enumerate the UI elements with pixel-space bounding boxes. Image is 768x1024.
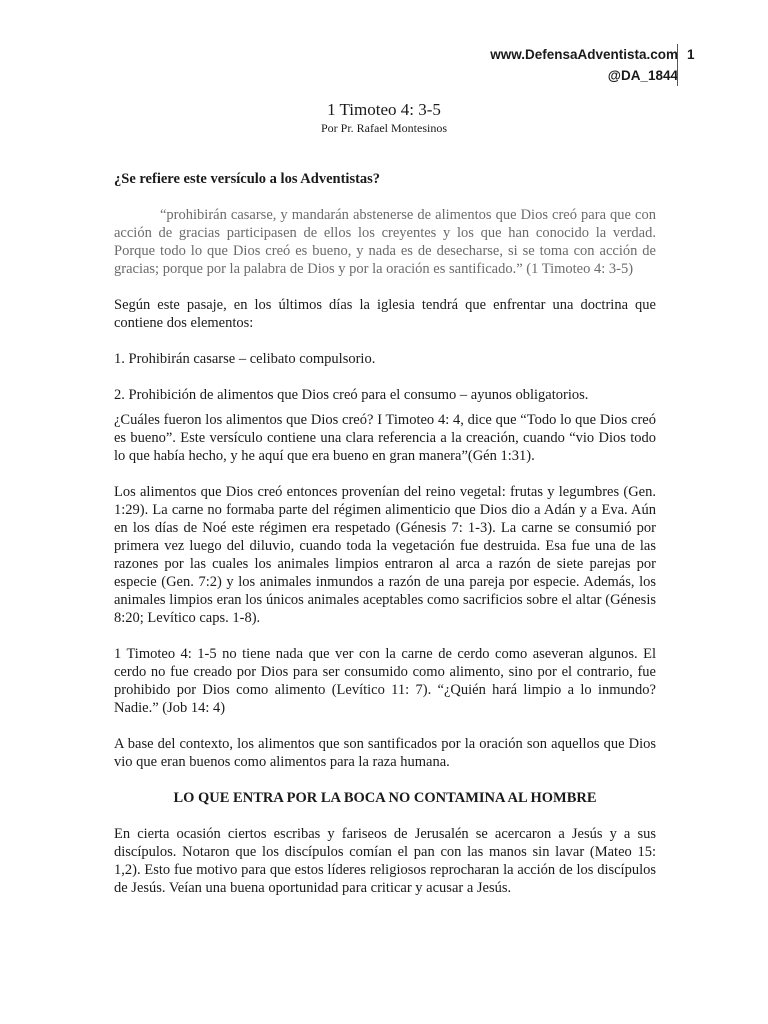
list-item-2: 2. Prohibición de alimentos que Dios creó para el consumo – ayunos obligatorios. bbox=[114, 387, 589, 403]
paragraph-pharisees: En cierta ocasión ciertos escribas y fariseos de Jerusalén se acercaron a Jesús y a sus discípulos. Notaron que los discípulos comían el pan con las manos sin lavar (Mateo 15: 1,2). Esto fue motivo para que estos líderes religiosos reprocharan la acción de los discípulos de Jesús. Veían una buena oportunidad para criticar y acusar a Jesús. bbox=[114, 826, 656, 896]
document-body bbox=[114, 170, 656, 915]
twitter-handle: @DA_1844 bbox=[607, 68, 678, 83]
paragraph-foods: Los alimentos que Dios creó entonces provenían del reino vegetal: frutas y legumbres (Gen. 1:29). La carne no formaba parte del régimen alimenticio que Dios dio a Adán y a Eva. Aún en los días de Noé este régimen era respetado (Génesis 7: 1-3). La carne se consumió por primera vez luego del diluvio, cuando toda la vegetación fue destruida. Esa fue una de las razones por las cuales los animales limpios entraron al arca a razón de siete parejas por especie (Gen. 7:2) y los animales inmundos a razón de una pareja por especie. Además, los animales limpios eran los únicos animales aceptables como sacrificios sobre el altar (Génesis 8:20; Levítico caps. 1-8). bbox=[114, 484, 656, 626]
paragraph-pork: 1 Timoteo 4: 1-5 no tiene nada que ver con la carne de cerdo como aseveran algunos. El cerdo no fue creado por Dios para ser consumido como alimento, sino por el contrario, fue prohibido por Dios como alimento (Levítico 11: 7). “¿Quién hará limpio a lo inmundo? Nadie.” (Job 14: 4) bbox=[114, 646, 656, 716]
paragraph-creation: ¿Cuáles fueron los alimentos que Dios creó? I Timoteo 4: 4, dice que “Todo lo que Dios creó es bueno”. Este versículo contiene una clara referencia a la creación, cuando “vio Dios todo lo que había hecho, y he aquí que era bueno en gran manera”(Gén 1:31). bbox=[114, 412, 656, 464]
page-header bbox=[490, 44, 678, 86]
website-text: www.DefensaAdventista.com bbox=[490, 47, 678, 62]
list-item-1: 1. Prohibirán casarse – celibato compulsorio. bbox=[114, 351, 376, 367]
paragraph-context: A base del contexto, los alimentos que son santificados por la oración son aquellos que Dios vio que eran buenos como alimentos para la raza humana. bbox=[114, 736, 656, 770]
page-number: 1 bbox=[677, 44, 695, 86]
document-author: Por Pr. Rafael Montesinos bbox=[321, 121, 447, 135]
question-heading: ¿Se refiere este versículo a los Adventistas? bbox=[114, 171, 381, 187]
section-heading: LO QUE ENTRA POR LA BOCA NO CONTAMINA AL HOMBRE bbox=[173, 790, 597, 806]
document-title: 1 Timoteo 4: 3-5 bbox=[327, 100, 441, 119]
bible-quote: “prohibirán casarse, y mandarán abstenerse de alimentos que Dios creó para que con acción de gracias participasen de ellos los creyentes y los que han conocido la verdad. Porque todo lo que Dios creó es bueno, y nada es de desecharse, si se toma con acción de gracias; porque por la palabra de Dios y por la oración es santificado.” (1 Timoteo 4: 3-5) bbox=[114, 207, 656, 277]
paragraph-intro: Según este pasaje, en los últimos días la iglesia tendrá que enfrentar una doctrina que contiene dos elementos: bbox=[114, 297, 656, 331]
